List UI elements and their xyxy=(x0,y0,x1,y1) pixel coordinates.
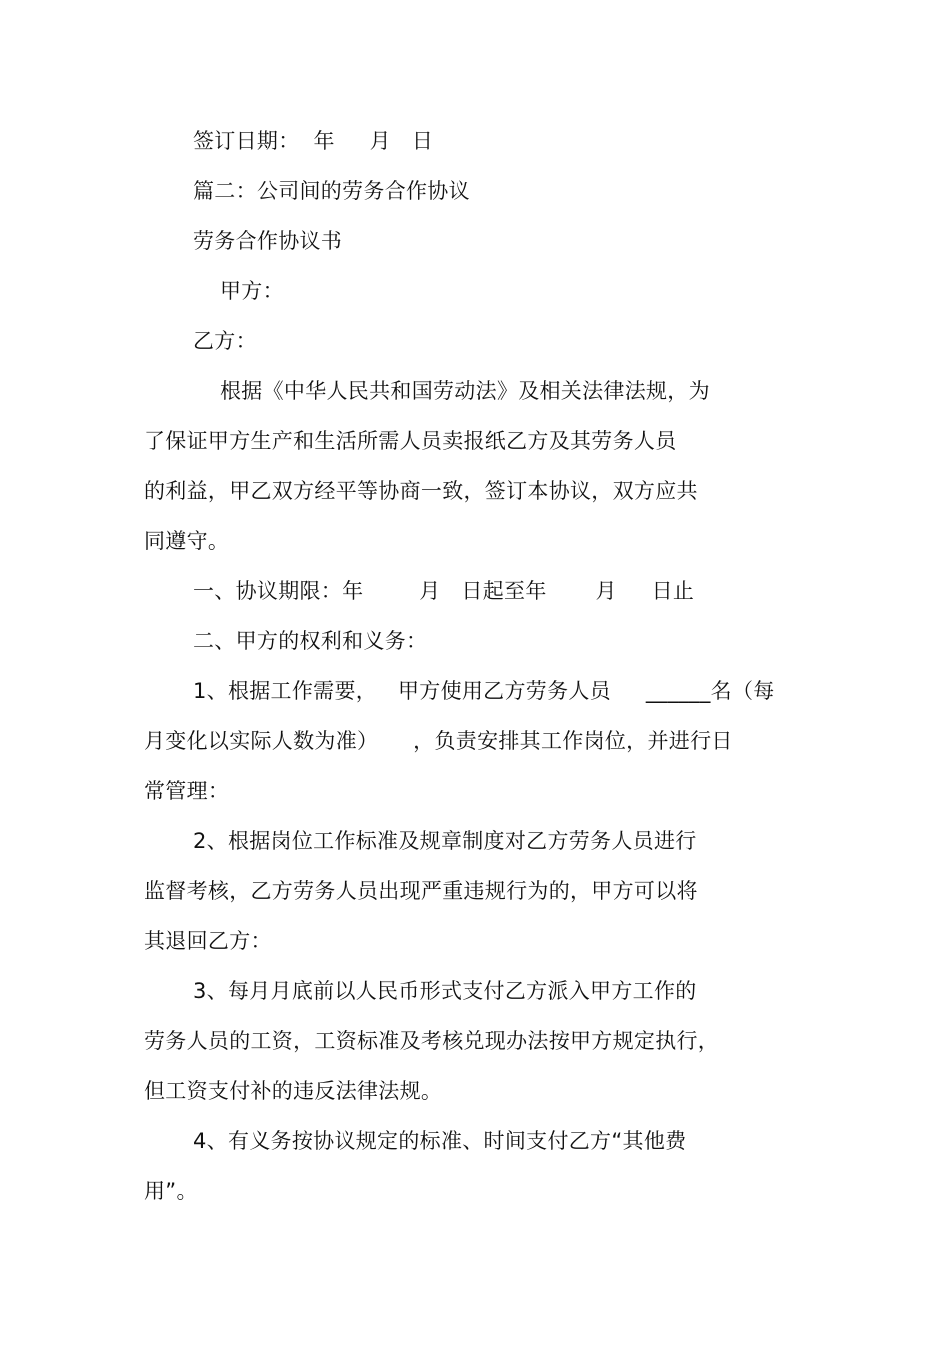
clause-1-line-2: 月变化以实际人数为准） ，负责安排其工作岗位，并进行日 xyxy=(144,729,733,753)
clause-2-line-1: 2、根据岗位工作标准及规章制度对乙方劳务人员进行 xyxy=(193,829,697,853)
clause-3-line-1: 3、每月月底前以人民币形式支付乙方派入甲方工作的 xyxy=(193,979,697,1003)
party-a-line: 甲方： xyxy=(220,279,284,303)
party-a-rights-heading: 二、甲方的权利和义务： xyxy=(193,629,428,653)
term-clause: 一、协议期限：年 月 日起至年 月 日止 xyxy=(193,579,695,603)
clause-3-line-2: 劳务人员的工资，工资标准及考核兑现办法按甲方规定执行， xyxy=(144,1029,720,1053)
clause-1-line-3: 常管理： xyxy=(144,779,230,803)
agreement-title: 劳务合作协议书 xyxy=(193,229,343,253)
clause-2-line-2: 监督考核，乙方劳务人员出现严重违规行为的，甲方可以将 xyxy=(144,879,698,903)
clause-2-line-3: 其退回乙方： xyxy=(144,929,272,953)
preamble-line-4: 同遵守。 xyxy=(144,529,230,553)
party-b-line: 乙方： xyxy=(193,329,257,353)
signing-date-line: 签订日期： 年 月 日 xyxy=(193,129,434,153)
clause-3-line-3: 但工资支付补的违反法律法规。 xyxy=(144,1079,443,1103)
clause-1-line-1: 1、根据工作需要， 甲方使用乙方劳务人员 ______名（每 xyxy=(193,679,775,703)
preamble-line-1: 根据《中华人民共和国劳动法》及相关法律法规，为 xyxy=(220,379,710,403)
clause-4-line-2: 用”。 xyxy=(144,1179,198,1203)
section-heading: 篇二：公司间的劳务合作协议 xyxy=(193,179,470,203)
clause-4-line-1: 4、有义务按协议规定的标准、时间支付乙方“其他费 xyxy=(193,1129,687,1153)
preamble-line-2: 了保证甲方生产和生活所需人员卖报纸乙方及其劳务人员 xyxy=(144,429,677,453)
preamble-line-3: 的利益，甲乙双方经平等协商一致，签订本协议，双方应共 xyxy=(144,479,698,503)
